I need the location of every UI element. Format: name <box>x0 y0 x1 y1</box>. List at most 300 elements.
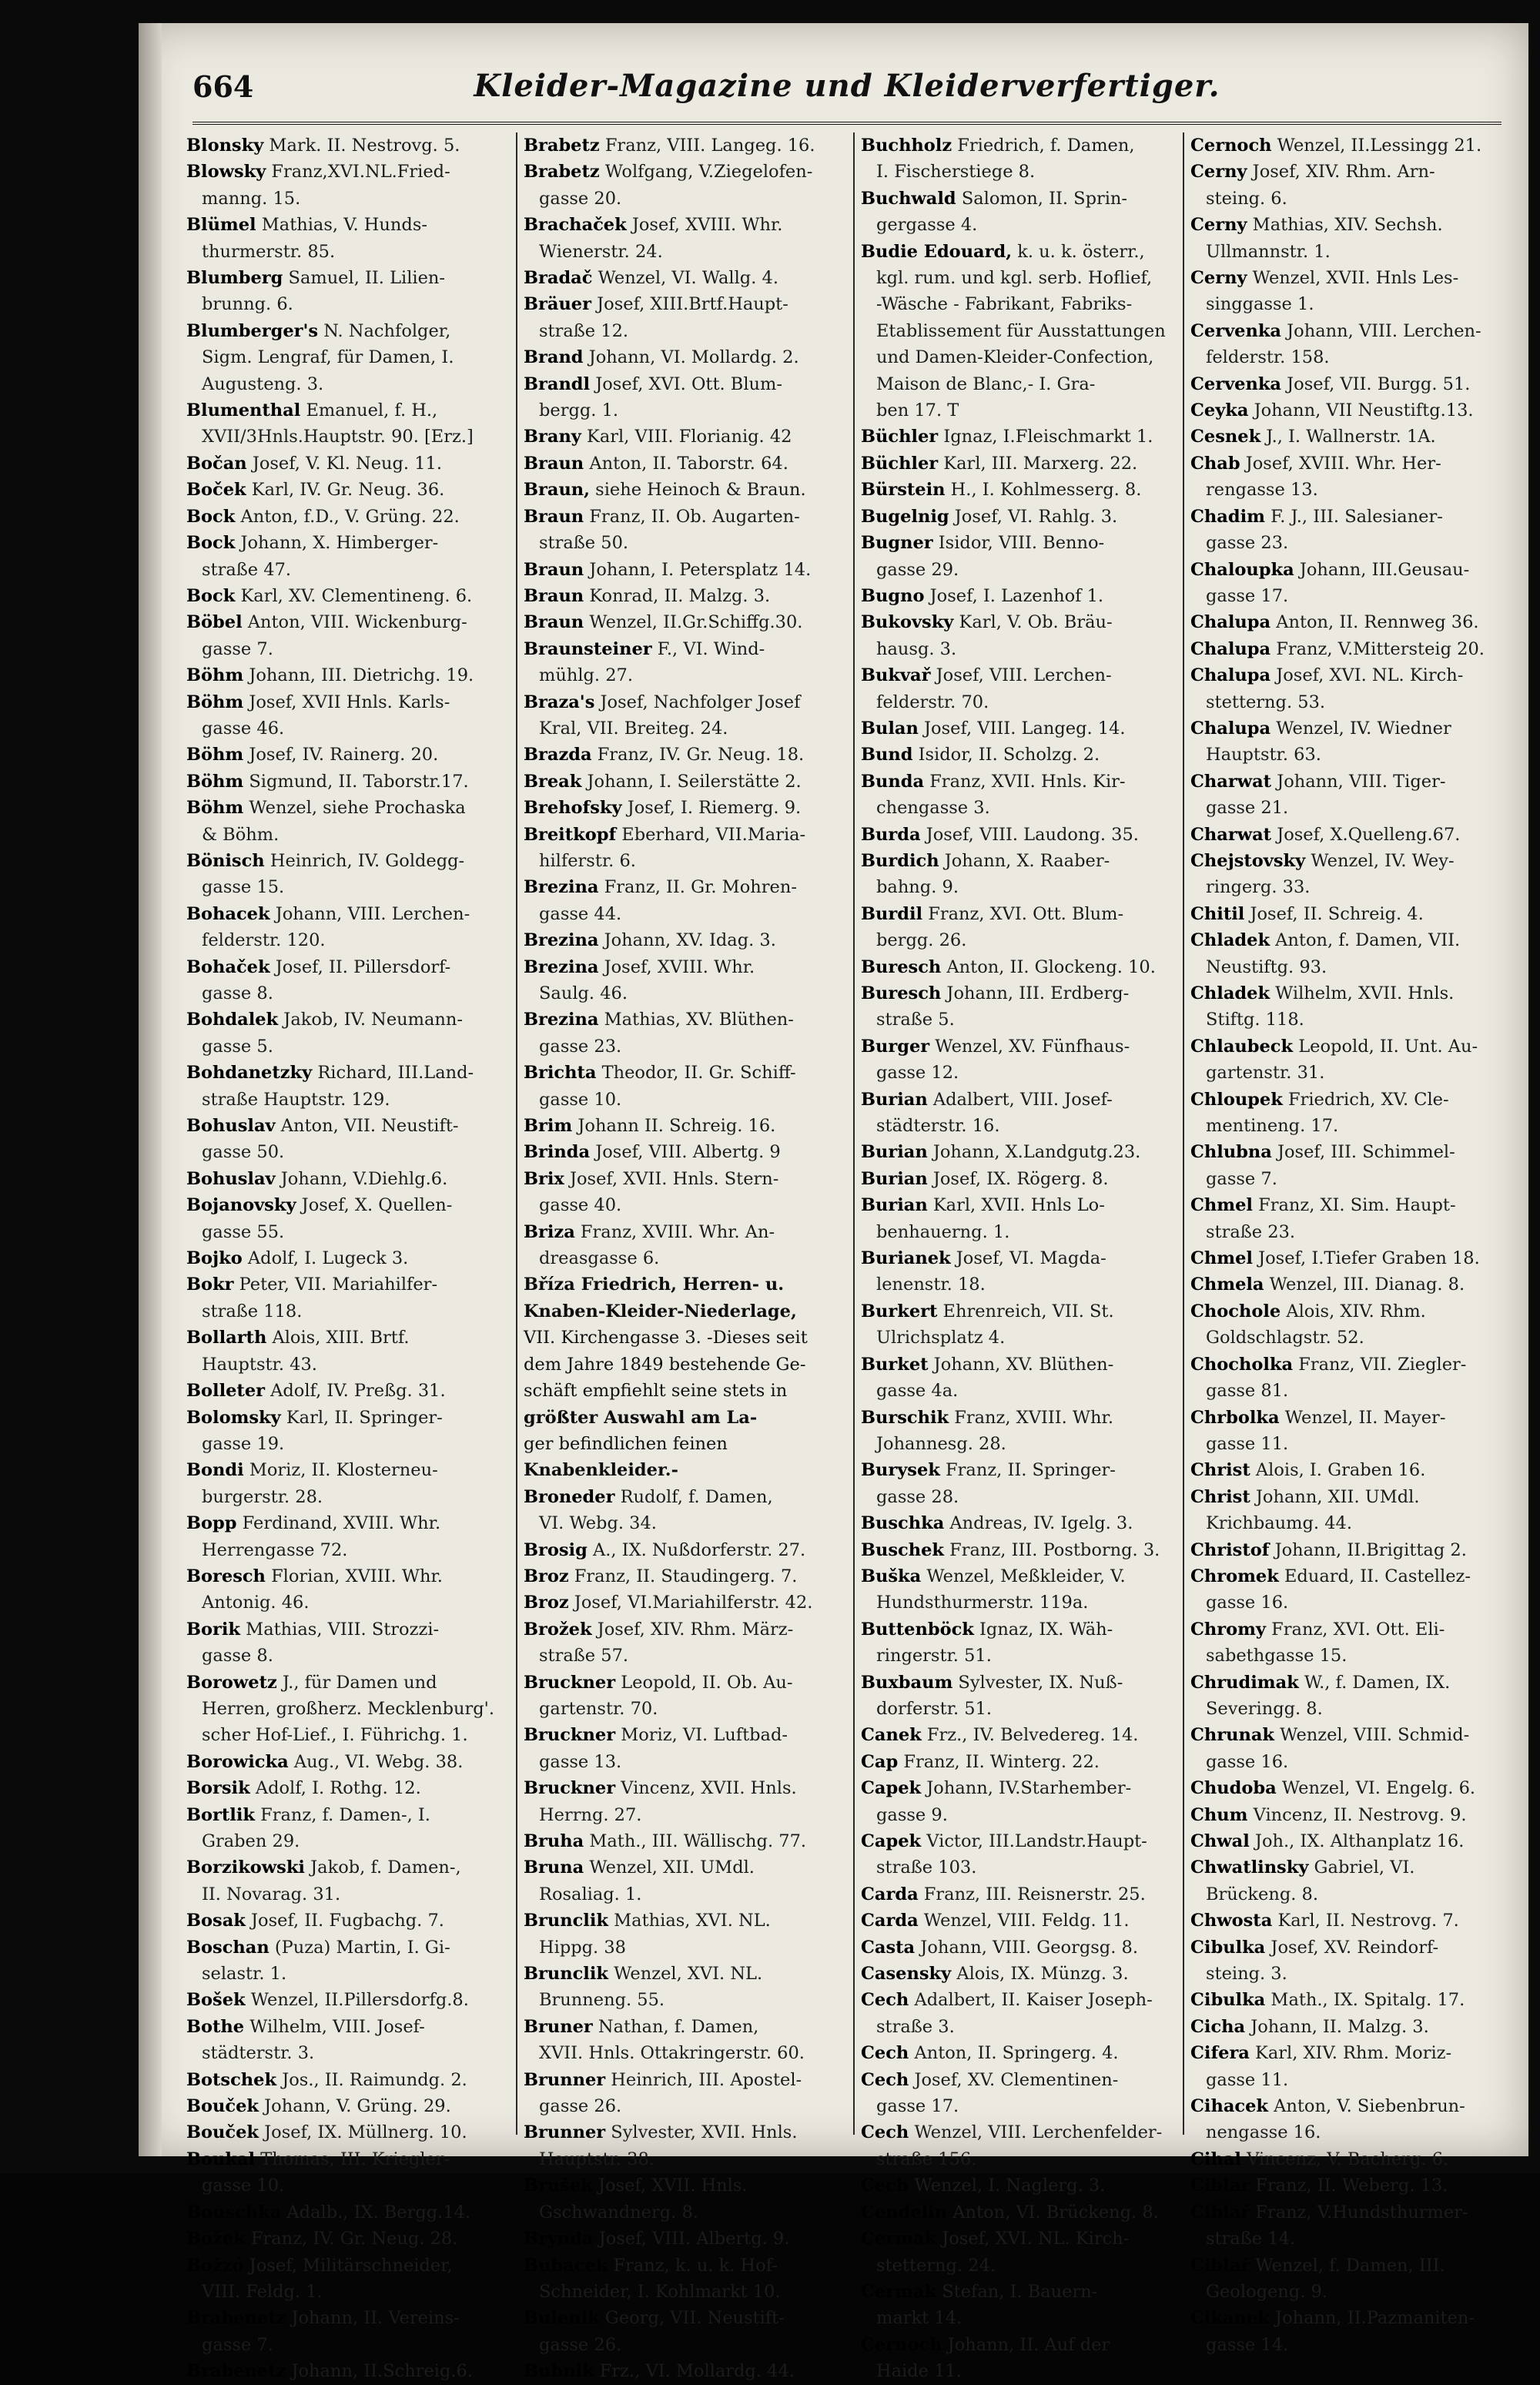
directory-entry <box>1190 848 1506 901</box>
directory-entry <box>861 1510 1177 1536</box>
directory-entry <box>524 1113 839 1139</box>
entry-name: Cermak <box>861 2229 937 2249</box>
entry-details: Anton, II. Taborstr. 64. <box>584 453 788 474</box>
entry-name: Borzikowski <box>186 1857 305 1878</box>
directory-entry <box>186 1457 502 1510</box>
entry-name: Borowicka <box>186 1751 289 1772</box>
entry-details: Wenzel, IV. Wiedner Hauptstr. 63. <box>1206 718 1451 765</box>
entry-details: Josef, VIII. Laudong. 35. <box>920 824 1139 845</box>
entry-details: Jakob, IV. Neumann- gasse 5. <box>202 1010 463 1057</box>
entry-details: Wenzel, VIII. Lerchenfelder- straße 156. <box>876 2122 1163 2169</box>
entry-name: Burger <box>861 1036 930 1057</box>
entry-details: Johann, VII Neustiftg.13. <box>1248 400 1474 421</box>
directory-entry <box>524 2305 839 2358</box>
entry-name: Bradač <box>524 268 593 289</box>
entry-details: Franz,XVI.NL.Fried- manng. 15. <box>202 162 450 209</box>
entry-details: Franz, V.Hundsthurmer- straße 14. <box>1206 2202 1468 2249</box>
entry-details: Wenzel, II. Mayer- gasse 11. <box>1206 1407 1446 1454</box>
entry-name: Cech <box>861 1990 909 2011</box>
entry-name: Broz <box>524 1593 569 1613</box>
entry-details: Anton, V. Siebenbrun- nengasse 16. <box>1206 2096 1465 2143</box>
directory-entry <box>186 1934 502 1988</box>
entry-details: Adalbert, VIII. Josef- städterstr. 16. <box>876 1089 1113 1137</box>
entry-name: Ciblař <box>1190 2255 1250 2276</box>
entry-name: Büchler <box>861 427 939 447</box>
entry-details: Johann, XV. Blüthen- gasse 4a. <box>876 1354 1114 1402</box>
directory-entry <box>861 822 1177 848</box>
entry-details: Isidor, II. Scholzg. 2. <box>912 745 1100 765</box>
directory-entry <box>524 1060 839 1113</box>
entry-name: Braza's <box>524 692 595 712</box>
entry-details: Johann, II. Auf der Haide 11. <box>876 2334 1110 2382</box>
entry-details: Alois, XIV. Rhm. Goldschlagstr. 52. <box>1206 1301 1426 1348</box>
entry-details: Jos., II. Raimundg. 2. <box>276 2069 467 2090</box>
entry-details: Josef, Militärschneider, VIII. Feldg. 1. <box>202 2255 453 2302</box>
directory-entry <box>1190 2146 1506 2172</box>
entry-details: Johann, II.Schreig.6. <box>286 2361 473 2382</box>
entry-name: Chladek <box>1190 930 1270 951</box>
entry-name: Cihacek <box>1190 2096 1268 2117</box>
advertisement-line: größter Auswahl am La- <box>524 1407 758 1428</box>
directory-entry <box>524 1908 839 1961</box>
entry-name: Cihal <box>1190 2149 1241 2169</box>
entry-name: Böhm <box>186 771 244 792</box>
directory-entry <box>524 371 839 424</box>
directory-entry <box>1190 1405 1506 1458</box>
directory-entry <box>524 822 839 875</box>
entry-details: Peter, VII. Mariahilfer- straße 118. <box>202 1275 438 1321</box>
entry-details: Thomas, III. Kriegler- gasse 10. <box>202 2149 450 2196</box>
directory-entry <box>861 1352 1177 1405</box>
entry-details: Wenzel, II.Gr.Schiffg.30. <box>584 612 803 633</box>
entry-details: Josef, XVI. Ott. Blum- bergg. 1. <box>539 373 782 421</box>
entry-name: Brinda <box>524 1142 591 1163</box>
entry-details: Johann, VI. Mollardg. 2. <box>583 347 799 368</box>
directory-entry <box>186 132 502 159</box>
directory-entry <box>1190 980 1506 1033</box>
entry-name: Bruckner <box>524 1778 616 1799</box>
entry-name: Borowetz <box>186 1672 277 1693</box>
entry-details: Wenzel, II.Pillersdorfg.8. <box>245 1990 469 2011</box>
advertisement-line: ger befindlichen feinen <box>524 1433 728 1454</box>
entry-details: Jakob, f. Damen-, II. Novarag. 31. <box>202 1857 461 1904</box>
directory-entry <box>186 1854 502 1908</box>
entry-name: Burian <box>861 1168 928 1189</box>
entry-name: Chloupek <box>1190 1089 1283 1110</box>
directory-entry <box>524 132 839 159</box>
entry-name: Bönisch <box>186 850 265 871</box>
entry-name: Brand <box>524 347 584 368</box>
directory-entry <box>861 424 1177 450</box>
directory-entry <box>524 2067 839 2120</box>
directory-entry <box>1190 318 1506 371</box>
directory-entry <box>524 874 839 927</box>
entry-details: Nathan, f. Damen, XVII. Hnls. Ottakringerstr. 60. <box>539 2016 805 2064</box>
directory-entry <box>524 1961 839 2014</box>
entry-name: Brichta <box>524 1063 597 1084</box>
entry-name: Brunclik <box>524 1964 608 1985</box>
entry-name: Burian <box>861 1195 928 1216</box>
entry-details: Eduard, II. Castellez- gasse 16. <box>1206 1566 1471 1613</box>
entry-name: Chitil <box>1190 903 1245 924</box>
entry-details: Josef, Nachfolger Josef Kral, VII. Breiteg. 24. <box>539 692 801 739</box>
entry-details: Karl, II. Springer- gasse 19. <box>202 1407 443 1454</box>
directory-entry <box>186 2146 502 2199</box>
directory-entry <box>524 954 839 1007</box>
entry-name: Bräuer <box>524 294 591 315</box>
entry-name: Blumberger's <box>186 320 319 341</box>
entry-name: Böhm <box>186 665 244 686</box>
entry-name: Burdich <box>861 850 939 871</box>
directory-entry <box>186 2093 502 2119</box>
entry-details: Leopold, II. Ob. Au- gartenstr. 70. <box>539 1672 793 1719</box>
directory-entry <box>524 504 839 557</box>
directory-entry <box>861 477 1177 503</box>
entry-name: Brezina <box>524 877 599 898</box>
entry-name: Burkert <box>861 1301 938 1321</box>
directory-entry <box>861 1881 1177 1908</box>
entry-name: Bock <box>186 585 236 606</box>
entry-details: Wilhelm, VIII. Josef- städterstr. 3. <box>202 2016 425 2064</box>
directory-entry <box>524 636 839 689</box>
entry-name: Brušek <box>524 2176 593 2196</box>
entry-name: Bondi <box>186 1460 244 1481</box>
entry-name: Bürstein <box>861 480 946 501</box>
entry-details: Johann, XV. Idag. 3. <box>598 930 776 951</box>
entry-name: Bohuslav <box>186 1116 276 1137</box>
entry-name: Cendelin <box>861 2202 948 2223</box>
entry-name: Cernoch <box>1190 136 1272 156</box>
entry-name: Bruckner <box>524 1672 616 1693</box>
entry-details: Adalbert, II. Kaiser Joseph- straße 3. <box>876 1990 1153 2037</box>
directory-entry <box>861 1298 1177 1352</box>
directory-column-3 <box>861 132 1177 2382</box>
entry-details: Wenzel, VI. Wallg. 4. <box>592 268 778 289</box>
entry-details: Johann, VIII. Tiger- gasse 21. <box>1206 771 1446 819</box>
entry-details: Karl, XVII. Hnls Lo- benhauerng. 1. <box>876 1195 1105 1242</box>
directory-entry <box>524 795 839 821</box>
entry-details: Sylvester, IX. Nuß- dorferstr. 51. <box>876 1672 1123 1719</box>
entry-name: Cech <box>861 2122 909 2143</box>
entry-details: Adalb., IX. Bergg.14. <box>281 2202 471 2223</box>
entry-details: Josef, XIV. Rhm. März- straße 57. <box>539 1619 794 1666</box>
entry-details: (Puza) Martin, I. Gi- selastr. 1. <box>202 1937 450 1985</box>
entry-name: Burian <box>861 1089 928 1110</box>
directory-entry <box>186 901 502 954</box>
entry-name: Chrunak <box>1190 1725 1275 1746</box>
entry-name: Bouček <box>186 2122 259 2143</box>
entry-name: Bošek <box>186 1990 246 2011</box>
directory-entry <box>861 769 1177 822</box>
directory-entry <box>524 344 839 370</box>
directory-entry <box>861 1192 1177 1245</box>
entry-details: N. Nachfolger, Sigm. Lengraf, für Damen, I. Augusteng. 3. <box>202 320 454 394</box>
entry-name: Burket <box>861 1354 929 1375</box>
directory-entry <box>186 583 502 609</box>
entry-details: Wenzel, f. Damen, III. Geologeng. 9. <box>1206 2255 1445 2302</box>
entry-details: Josef, I. Lazenhof 1. <box>924 585 1104 606</box>
directory-entry <box>186 742 502 768</box>
entry-details: Ignaz, I.Fleischmarkt 1. <box>938 427 1153 447</box>
entry-name: Brabenetz <box>186 2361 286 2382</box>
entry-details: Moriz, VI. Luftbad- gasse 13. <box>539 1725 788 1772</box>
entry-details: Johann, VIII. Lerchen- felderstr. 120. <box>202 903 470 951</box>
entry-name: Božek <box>186 2229 246 2249</box>
entry-details: J., für Damen und Herren, großherz. Mecklenburg'. scher Hof-Lief., I. Führichg. 1. <box>202 1672 494 1746</box>
directory-entry <box>186 1378 502 1404</box>
directory-entry <box>1190 451 1506 504</box>
entry-name: Bulan <box>861 718 919 739</box>
directory-entry <box>186 769 502 795</box>
directory-entry <box>524 1775 839 1828</box>
entry-details: Sylvester, XVII. Hnls. Hauptstr. 38. <box>539 2122 798 2169</box>
directory-entry <box>1190 2040 1506 2093</box>
entry-name: Chejstovsky <box>1190 850 1306 871</box>
entry-name: Budie Edouard, <box>861 241 1013 262</box>
directory-entry <box>186 795 502 848</box>
entry-details: Johann II. Schreig. 16. <box>572 1116 776 1137</box>
directory-entry <box>186 609 502 662</box>
entry-name: Borsik <box>186 1778 250 1799</box>
entry-name: Chrbolka <box>1190 1407 1280 1428</box>
directory-entry <box>861 1563 1177 1616</box>
entry-name: Cervenka <box>1190 373 1281 394</box>
entry-name: Brazda <box>524 745 592 765</box>
entry-details: W., f. Damen, IX. Severingg. 8. <box>1206 1672 1451 1719</box>
entry-name: Blowsky <box>186 162 266 183</box>
entry-name: Braun <box>524 506 584 527</box>
entry-details: Samuel, II. Lilien- brunng. 6. <box>202 268 446 315</box>
directory-entry <box>186 1113 502 1166</box>
directory-entry <box>1190 1722 1506 1775</box>
entry-name: Bock <box>186 506 236 527</box>
entry-name: Bosak <box>186 1911 246 1931</box>
entry-name: Chochole <box>1190 1301 1281 1321</box>
directory-entry <box>524 1139 839 1165</box>
directory-entry <box>186 1802 502 1855</box>
entry-name: Botschek <box>186 2069 277 2090</box>
entry-name: Brachaček <box>524 215 627 236</box>
directory-entry <box>186 265 502 318</box>
entry-name: Buschek <box>861 1539 945 1560</box>
entry-name: Brezina <box>524 956 599 977</box>
directory-column-1 <box>186 132 502 2382</box>
entry-name: Buschka <box>861 1513 945 1534</box>
directory-entry <box>186 212 502 265</box>
directory-column-4 <box>1190 132 1506 2355</box>
entry-name: Böhm <box>186 798 244 819</box>
entry-details: Vincenz, XVII. Hnls. Herrng. 27. <box>539 1778 797 1825</box>
entry-name: Burysek <box>861 1460 940 1481</box>
directory-entry <box>1190 1245 1506 1271</box>
entry-details: Karl, II. Nestrovg. 7. <box>1272 1911 1459 1931</box>
entry-details: Heinrich, IV. Goldegg- gasse 15. <box>202 850 465 898</box>
entry-details: Franz, VII. Ziegler- gasse 81. <box>1206 1354 1467 1402</box>
directory-entry <box>186 1166 502 1192</box>
directory-entry <box>1190 822 1506 848</box>
entry-details: Anton, f. Damen, VII. Neustiftg. 93. <box>1206 930 1461 977</box>
entry-name: Brim <box>524 1116 573 1137</box>
entry-name: Cervenka <box>1190 320 1281 341</box>
entry-name: Chalupa <box>1190 718 1271 739</box>
entry-details: Vincenz, II. Nestrovg. 9. <box>1247 1804 1467 1825</box>
entry-details: Franz, II. Ob. Augarten- straße 50. <box>539 506 800 554</box>
entry-details: Adolf, I. Rothg. 12. <box>249 1778 421 1799</box>
entry-name: Blumberg <box>186 268 283 289</box>
entry-details: Anton, VII. Neustift- gasse 50. <box>202 1116 459 1163</box>
entry-name: Chromek <box>1190 1566 1279 1586</box>
directory-entry <box>524 2358 839 2384</box>
advertisement-line: VII. Kirchengasse 3. -Dieses seit <box>524 1328 808 1348</box>
directory-entry <box>1190 901 1506 927</box>
entry-name: Chromy <box>1190 1619 1267 1640</box>
entry-details: Wenzel, III. Dianag. 8. <box>1264 1275 1465 1295</box>
entry-details: Josef, XVI. NL. Kirch- stetterng. 53. <box>1206 665 1464 712</box>
entry-details: Mathias, XIV. Sechsh. Ullmannstr. 1. <box>1206 215 1443 262</box>
directory-entry <box>524 1537 839 1563</box>
entry-name: Bock <box>186 533 236 554</box>
entry-name: Cech <box>861 2176 909 2196</box>
directory-entry <box>861 2067 1177 2120</box>
directory-entry <box>861 742 1177 768</box>
directory-column-2 <box>524 132 839 2382</box>
entry-details: Johann, III. Erdberg- straße 5. <box>876 983 1130 1030</box>
entry-details: k. u. k. österr., kgl. rum. und kgl. serb. Hoflief, -Wäsche - Fabrikant, Fabriks- Etablissement für Ausstattungen und Damen-Kleider-Confection, Maison de Blanc,- I. Gra- ben 17. T <box>876 241 1166 421</box>
entry-details: Franz, XVIII. Whr. Johannesg. 28. <box>876 1407 1113 1454</box>
entry-details: Salomon, II. Sprin- gergasse 4. <box>876 188 1128 236</box>
directory-entry <box>524 1722 839 1775</box>
entry-name: Brabenetz <box>186 2308 286 2329</box>
directory-entry <box>861 1616 1177 1670</box>
entry-details: Mark. II. Nestrovg. 5. <box>263 136 460 156</box>
entry-details: Mathias, XVI. NL. Hippg. 38 <box>539 1911 771 1958</box>
entry-name: Bojko <box>186 1248 243 1269</box>
entry-details: Franz, III. Postborng. 3. <box>944 1539 1160 1560</box>
entry-name: Breitkopf <box>524 824 617 845</box>
entry-details: Josef, VIII. Albertg. 9 <box>590 1142 781 1163</box>
entry-name: Cerny <box>1190 268 1247 289</box>
entry-details: Josef, II. Fugbachg. 7. <box>245 1911 444 1931</box>
advertisement-line: Knaben-Kleider-Niederlage, <box>524 1301 797 1321</box>
directory-entry <box>186 2226 502 2252</box>
directory-entry <box>1190 397 1506 424</box>
entry-details: Rudolf, f. Damen, VI. Webg. 34. <box>539 1486 773 1534</box>
advertisement-line: dem Jahre 1849 bestehende Ge- <box>524 1354 806 1375</box>
entry-name: Bubacek <box>524 2255 608 2276</box>
directory-entry <box>524 557 839 583</box>
directory-entry <box>524 1007 839 1060</box>
entry-name: Blümel <box>186 215 256 236</box>
entry-name: Bohacek <box>186 903 270 924</box>
entry-details: Vincenz, V. Bacherg. 6. <box>1240 2149 1449 2169</box>
directory-entry <box>524 1219 839 1272</box>
directory-entry <box>186 2067 502 2093</box>
advertisement-line: Knabenkleider.- <box>524 1460 678 1481</box>
directory-entry <box>861 1670 1177 1723</box>
entry-details: Josef, V. Kl. Neug. 11. <box>246 453 442 474</box>
entry-name: Böhm <box>186 745 244 765</box>
entry-details: Josef, XVII. Hnls. Gschwandnerg. 8. <box>539 2176 748 2223</box>
directory-entry <box>524 742 839 768</box>
entry-name: Boukal <box>186 2149 256 2169</box>
directory-entry <box>861 451 1177 477</box>
directory-entry <box>1190 636 1506 662</box>
directory-entry <box>861 2226 1177 2279</box>
entry-details: Anton, II. Rennweg 36. <box>1270 612 1479 633</box>
entry-name: Chwosta <box>1190 1911 1273 1931</box>
entry-name: Casta <box>861 1937 916 1958</box>
directory-entry <box>1190 1352 1506 1405</box>
entry-name: Buchholz <box>861 136 952 156</box>
entry-name: Chadim <box>1190 506 1265 527</box>
directory-entry <box>861 1245 1177 1298</box>
directory-entry <box>861 1908 1177 1934</box>
entry-details: Karl, XIV. Rhm. Moriz- gasse 11. <box>1206 2043 1452 2090</box>
entry-name: Bokr <box>186 1275 234 1295</box>
directory-entry <box>861 1139 1177 1165</box>
entry-name: Christof <box>1190 1539 1270 1560</box>
entry-name: Bojanovsky <box>186 1195 296 1216</box>
entry-name: Buresch <box>861 956 942 977</box>
entry-details: Wenzel, VIII. Schmid- gasse 16. <box>1206 1725 1470 1772</box>
directory-entry <box>524 689 839 742</box>
entry-name: Bukvař <box>861 665 931 686</box>
entry-name: Brezina <box>524 1010 599 1030</box>
entry-details: Karl, III. Marxerg. 22. <box>938 453 1138 474</box>
directory-entry <box>186 1987 502 2013</box>
directory-entry <box>524 1563 839 1589</box>
directory-entry <box>524 2119 839 2172</box>
directory-page <box>139 23 1528 2382</box>
entry-details: Franz, XI. Sim. Haupt- straße 23. <box>1206 1195 1456 1242</box>
entry-details: Wenzel, XII. UMdl. Rosaliag. 1. <box>539 1857 755 1904</box>
entry-details: Mathias, V. Hunds- thurmerstr. 85. <box>202 215 427 262</box>
directory-entry <box>1190 1192 1506 1245</box>
entry-details: Josef, XV. Reindorf- steing. 3. <box>1206 1937 1439 1985</box>
directory-entry <box>1190 2305 1506 2358</box>
entry-details: Aug., VI. Webg. 38. <box>288 1751 464 1772</box>
entry-name: Cesnek <box>1190 427 1261 447</box>
directory-entry <box>186 954 502 1007</box>
entry-details: Anton, VIII. Wickenburg- gasse 7. <box>202 612 467 659</box>
entry-details: Josef, XVIII. Whr. Saulg. 46. <box>539 956 755 1003</box>
entry-name: Braun, <box>524 480 591 501</box>
entry-details: Frz., IV. Belvedereg. 14. <box>921 1725 1139 1746</box>
directory-entry <box>1190 609 1506 635</box>
directory-entry <box>861 1537 1177 1563</box>
directory-columns <box>186 132 1507 2382</box>
advertisement-line: schäft empfiehlt seine stets in <box>524 1381 788 1402</box>
directory-entry <box>861 1749 1177 1775</box>
entry-details: Franz, k. u. k. Hof- Schneider, I. Kohlmarkt 10. <box>539 2255 781 2302</box>
directory-entry <box>861 504 1177 530</box>
directory-entry <box>186 1325 502 1378</box>
entry-name: Böhm <box>186 692 244 712</box>
advertisement-line: Bříza Friedrich, Herren- u. <box>524 1275 785 1295</box>
directory-entry <box>1190 662 1506 715</box>
entry-name: Briza <box>524 1221 575 1242</box>
entry-details: Josef, XIII.Brtf.Haupt- straße 12. <box>539 294 788 341</box>
entry-details: Mathias, XV. Blüthen- gasse 23. <box>539 1010 794 1057</box>
entry-name: Brany <box>524 427 581 447</box>
directory-entry <box>524 1589 839 1616</box>
directory-entry <box>861 2119 1177 2172</box>
entry-details: Wenzel, VIII. Feldg. 11. <box>918 1911 1130 1931</box>
directory-entry <box>1190 1537 1506 1563</box>
column-divider <box>853 132 855 2135</box>
entry-name: Burianek <box>861 1248 951 1269</box>
entry-details: Wilhelm, XVII. Hnls. Stiftg. 118. <box>1206 983 1455 1030</box>
